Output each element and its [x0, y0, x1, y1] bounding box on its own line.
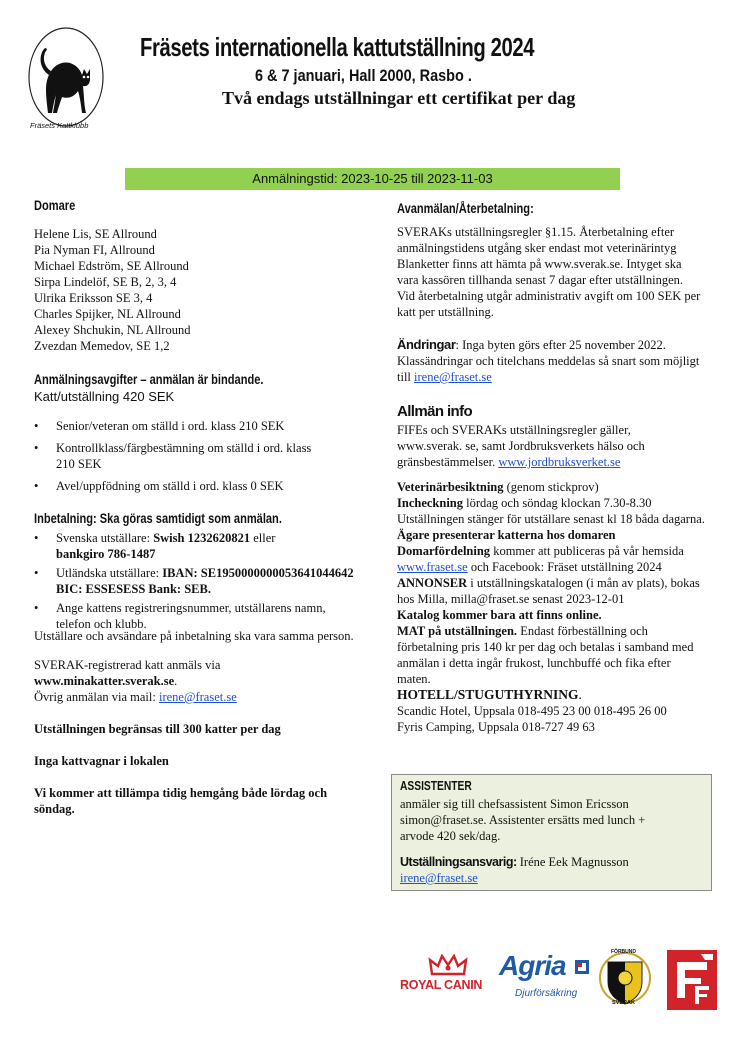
event-subtitle: Två endags utställningar ett certifikat per dag [222, 88, 576, 108]
general-rules-text: FIFEs och SVERAKs utställningsregler gäller, www.sverak. se, samt Jordbruksverkets hälso och gränsbestämmelser. [397, 423, 645, 469]
sverak-top-text: FÖRBUND [611, 949, 636, 955]
judges-heading: Domare [34, 198, 76, 213]
ads-line [397, 575, 707, 607]
agria-square-icon [575, 960, 589, 974]
fraset-site-link[interactable]: www.fraset.se [397, 560, 468, 574]
limit-note: Utställningen begränsas till 300 katter per dag [34, 722, 281, 736]
changes-email-link[interactable]: irene@fraset.se [414, 370, 492, 384]
general-info-text [397, 422, 697, 470]
agria-subtext: Djurförsäkring [515, 988, 578, 999]
payment-heading: Inbetalning: Ska göras samtidigt som anmälan. [34, 511, 282, 526]
checkin-text: lördag och söndag klockan 7.30-8.30 [463, 496, 652, 510]
no-strollers-note: Inga kattvagnar i lokalen [34, 754, 169, 768]
payment-list [34, 530, 369, 632]
facebook-text: och Facebook: Fräset utställning 2024 [467, 560, 662, 574]
signup-url-suffix: . [174, 674, 178, 688]
logo-caption: Fräsets Kattklubb [30, 121, 89, 130]
food-label: MAT på utställningen. [397, 624, 518, 638]
catalog-line: Katalog kommer bara att finns online. [397, 608, 602, 622]
judge-item: Pia Nyman FI, Allround [34, 243, 155, 257]
early-home-note: Vi kommer att tillämpa tidig hemgång både lördag och söndag. [34, 786, 328, 816]
judge-distribution-label: Domarfördelning [397, 544, 491, 558]
judge-item: Zvezdan Memedov, SE 1,2 [34, 339, 170, 353]
judges-list [34, 226, 190, 354]
hotel-heading: HOTELL/STUGUTHYRNING. [397, 687, 582, 702]
hotel-scandic: Scandic Hotel, Uppsala 018-495 23 00 018-495 26 00 [397, 704, 667, 718]
payment-note: • Ange kattens registreringsnummer, utställarens namn, telefon och klubb. [34, 600, 356, 632]
assistants-box [391, 774, 712, 891]
fee-item: • Avel/uppfödning om ställd i ord. klass 0 SEK [34, 478, 329, 494]
changes-text2: Klassändringar och titelchans meddelas så snart som möjligt till [397, 354, 700, 384]
sverak-logo [598, 948, 652, 1010]
judge-item: Michael Edström, SE Allround [34, 259, 189, 273]
general-info-details [397, 479, 707, 735]
fee-item: • Senior/veteran om ställd i ord. klass 210 SEK [34, 418, 329, 434]
signup-line: SVERAK-registrerad katt anmäls via [34, 658, 221, 672]
crown-icon [428, 954, 468, 976]
judge-distribution-line [397, 543, 707, 575]
general-info-heading: Allmän info [397, 403, 473, 420]
fife-text [667, 950, 668, 951]
signup-url-line [34, 673, 177, 689]
payment-foreign [34, 565, 369, 597]
judge-item: Helene Lis, SE Allround [34, 227, 157, 241]
judge-item: Charles Spijker, NL Allround [34, 307, 181, 321]
sverak-text: SVERAK [612, 1000, 635, 1006]
signup-url[interactable]: www.minakatter.sverak.se [34, 674, 175, 688]
bankgiro-number: bankgiro 786-1487 [56, 547, 156, 561]
refund-heading: Avanmälan/Återbetalning: [397, 201, 534, 216]
agria-text: Agria [499, 950, 566, 981]
club-logo [26, 25, 106, 137]
bic-code: BIC: ESSESESS Bank: SEB. [56, 582, 211, 596]
payment-swedish-label: Svenska utställare: [56, 531, 154, 545]
vet-line [397, 479, 707, 495]
royal-canin-text: ROYAL CANIN [400, 978, 483, 992]
refund-text: SVERAKs utställningsregler §1.15. Återbetalning efter anmälningstidens utgång sker endast mot veterinärintyg Blanketter finns att hämta på www.sverak.se. Intyget ska vara kassören tillhanda senast 7 dagar efter utställningen. Vid återbetalning utgår administrativ avgift om 100 SEK per katt per utställning. [397, 225, 701, 319]
responsible-line [400, 854, 629, 870]
checkin-line [397, 495, 707, 511]
agria-logo [499, 950, 599, 1004]
food-line [397, 623, 707, 687]
fee-per-cat: Katt/utställning 420 SEK [34, 389, 175, 404]
registration-period-bar: Anmälningstid: 2023-10-25 till 2023-11-03 [125, 168, 620, 190]
food-text: Endast förbeställning och förbetalning pris 140 kr per dag och betalas i samband med anmälan i detta ingår frukost, lunchbuffé och fika efter maten. [397, 624, 694, 686]
changes-text1: : Inga byten görs efter 25 november 2022. [455, 338, 666, 352]
checkin-label: Incheckning [397, 496, 463, 510]
fife-logo-icon [667, 950, 717, 1010]
owners-line: Ägare presenterar katterna hos domaren [397, 528, 616, 542]
payment-or: eller [250, 531, 276, 545]
sponsor-logos [400, 948, 730, 1012]
signup-email-link[interactable]: irene@fraset.se [158, 690, 237, 704]
ads-label: ANNONSER [397, 576, 468, 590]
fee-item: • Kontrollklass/färgbestämning om ställd i ord. klass 210 SEK [34, 440, 329, 472]
responsible-name: Iréne Eek Magnusson [516, 855, 629, 869]
judge-item: Alexey Shchukin, NL Allround [34, 323, 191, 337]
vet-text: (genom stickprov) [503, 480, 599, 494]
royal-canin-logo [400, 954, 496, 1000]
changes-block [397, 337, 702, 385]
closing-line: Utställningen stänger för utställare senast kl 18 båda dagarna. [397, 512, 705, 526]
fees-list [34, 418, 329, 494]
payment-swedish [34, 530, 369, 562]
signup-other-label: Övrig anmälan via mail: [34, 690, 159, 704]
hotel-fyris: Fyris Camping, Uppsala 018-727 49 63 [397, 720, 595, 734]
judge-item: Sirpa Lindelöf, SE B, 2, 3, 4 [34, 275, 177, 289]
responsible-email-link[interactable]: irene@fraset.se [400, 871, 478, 885]
jordbruksverket-link[interactable]: www.jordbruksverket.se [498, 455, 621, 469]
fees-heading: Anmälningsavgifter – anmälan är bindande. [34, 372, 264, 387]
assistants-heading: ASSISTENTER [400, 779, 472, 793]
payment-foreign-label: Utländska utställare: [56, 566, 163, 580]
hotel-heading-text: HOTELL/STUGUTHYRNING [397, 687, 579, 702]
changes-heading: Ändringar [397, 337, 456, 352]
judge-distribution-text: kommer att publiceras på vår hemsida [490, 544, 684, 558]
ads-text: i utställningskatalogen (i mån av plats), bokas hos Milla, milla@fraset.se senast 2023-12-01 [397, 576, 700, 606]
responsible-label: Utställningsansvarig: [400, 855, 517, 869]
vet-label: Veterinärbesiktning [397, 480, 504, 494]
judge-item: Ulrika Eriksson SE 3, 4 [34, 291, 153, 305]
signup-other [34, 689, 237, 705]
iban-number: IBAN: SE1950000000053641044642 [162, 566, 354, 580]
assistants-text: anmäler sig till chefsassistent Simon Ericsson simon@fraset.se. Assistenter ersätts med lunch + arvode 420 sek/dag. [400, 797, 646, 843]
event-date-location: 6 & 7 januari, Hall 2000, Rasbo . [255, 66, 472, 85]
page-title: Fräsets internationella kattutställning 2024 [140, 32, 535, 62]
swish-number: Swish 1232620821 [153, 531, 251, 545]
fife-logo [667, 950, 717, 1010]
payment-same-person: Utställare och avsändare på inbetalning ska vara samma person. [34, 629, 354, 643]
